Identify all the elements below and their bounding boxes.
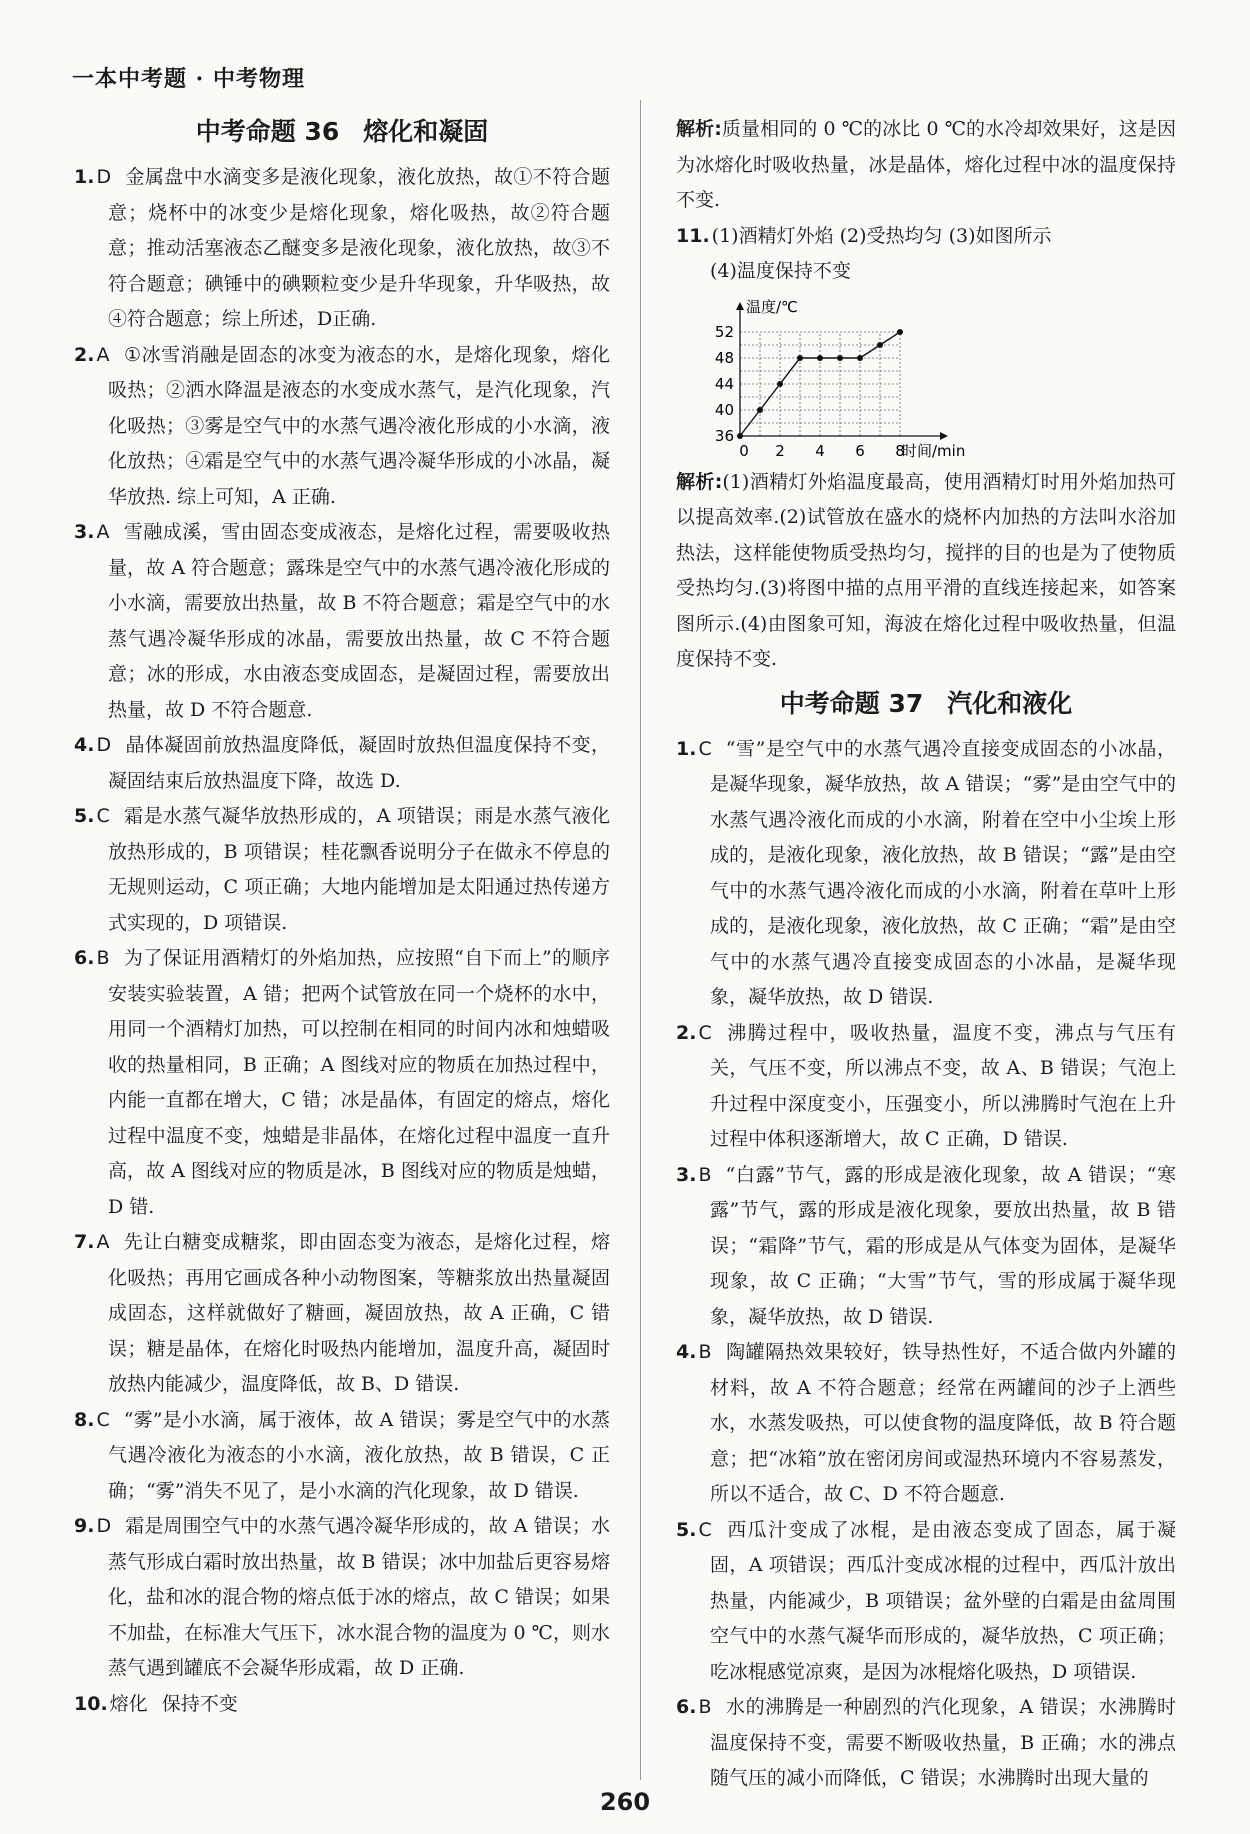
answer-choice: D <box>96 734 112 756</box>
answer-choice: B <box>96 947 110 969</box>
page-number: 260 <box>599 1788 651 1816</box>
answer-item <box>676 1016 1176 1158</box>
answer-text: (1)酒精灯外焰 (2)受热均匀 (3)如图所示 <box>711 224 1052 247</box>
explanation-text: 西瓜汁变成了冰棍，是由液态变成了固态，属于凝固，A 项错误；西瓜汁变成冰棍的过程中，西瓜汁放出热量，内能减少，B 项错误；盆外壁的白霜是由盆周围空气中的水蒸气凝华而形成的，凝华放热，C 项正确；吃冰棍感觉凉爽，是因为冰棍熔化吸热，D 项错误. <box>710 1518 1176 1683</box>
explanation-text: 霜是水蒸气凝华放热形成的，A 项错误；雨是水蒸气液化放热形成的，B 项错误；桂花飘香说明分子在做永不停息的无规则运动，C 项正确；大地内能增加是太阳通过热传递方式实现的，D 项错误. <box>108 805 610 934</box>
y-tick-label: 44 <box>714 374 734 393</box>
temperature-chart <box>676 296 1176 461</box>
running-header: 一本中考题 · 中考物理 <box>72 66 305 92</box>
question-number: 2. <box>676 1021 697 1044</box>
data-point <box>817 355 823 361</box>
column-divider <box>640 100 641 1780</box>
data-point <box>877 342 883 348</box>
x-tick-label: 8 <box>895 441 905 460</box>
data-point <box>857 355 863 361</box>
explanation-text: “雾”是小水滴，属于液体，故 A 错误；雾是空气中的水蒸气遇冷液化为液态的小水滴，液化放热，故 B 错误，C 正确；“雾”消失不见了，是小水滴的汽化现象，故 D 错误. <box>108 1408 610 1502</box>
answer-choice: 熔化 <box>109 1692 148 1715</box>
answer-item <box>74 338 610 516</box>
explanation-text: “雪”是空气中的水蒸气遇冷直接变成固态的小冰晶，是凝华现象，凝华放热，故 A 错误；“雾”是由空气中的水蒸气遇冷液化而成的小水滴，附着在空中小尘埃上形成的，是液化现象，液化放热，故 B 错误；“露”是由空气中的水蒸气遇冷液化而成的小水滴，附着在草叶上形成的，是液化现象，液化放热，故 C 正确；“霜”是由空气中的水蒸气遇冷直接变成固态的小冰晶，是凝华现象，凝华放热，故 D 错误. <box>710 737 1176 1008</box>
data-point <box>897 329 903 335</box>
y-tick-label: 52 <box>714 322 734 341</box>
answer-choice: C <box>96 1408 110 1431</box>
question-number: 6. <box>74 947 95 969</box>
x-axis-arrow <box>940 432 948 440</box>
answer-item <box>74 1509 610 1687</box>
answer-choice: C <box>96 805 110 827</box>
question-number: 8. <box>74 1408 95 1431</box>
analysis-text: (1)酒精灯外焰温度最高，使用酒精灯时用外焰加热可以提高效率.(2)试管放在盛水的烧杯内加热的方法叫水浴加热法，这样能使物质受热均匀，搅拌的目的也是为了使物质受热均匀.(3)将图中描的点用平滑的直线连接起来，如答案图所示.(4)由图象可知，海波在熔化过程中吸收热量，但温度保持不变. <box>676 470 1176 670</box>
x-tick-label: 0 <box>739 441 749 460</box>
right-answer-list <box>676 732 1176 1797</box>
answer-text-2: (4)温度保持不变 <box>710 260 851 282</box>
answer-item <box>676 732 1176 1016</box>
left-column <box>74 112 610 1722</box>
explanation-text: 先让白糖变成糖浆，即由固态变为液态，是熔化过程，熔化吸热；再用它画成各种小动物图案，等糖浆放出热量凝固成固态，这样就做好了糖画，凝固放热，故 A 正确，C 错误；糖是晶体，在熔化时吸热内能增加，温度升高，凝固时放热内能减少，温度降低，故 B、D 错误. <box>108 1231 610 1395</box>
analysis-10 <box>676 112 1176 219</box>
question-number: 3. <box>676 1163 697 1186</box>
explanation-text: 陶罐隔热效果较好，铁导热性好，不适合做内外罐的材料，故 A 不符合题意；经常在两罐间的沙子上洒些水，水蒸发吸热，可以使食物的温度降低，故 B 符合题意；把“冰箱”放在密闭房间或湿热环境内不容易蒸发，所以不适合，故 C、D 不符合题意. <box>710 1341 1176 1505</box>
x-tick-label: 6 <box>855 441 865 460</box>
question-number: 2. <box>74 343 95 366</box>
answer-item <box>74 941 610 1225</box>
analysis-label: 解析: <box>676 470 723 493</box>
section-title-37 <box>676 684 1176 724</box>
answer-item <box>74 160 610 338</box>
data-point <box>797 355 803 361</box>
question-number: 7. <box>74 1231 95 1253</box>
section-number: 中考命题 36 <box>195 117 340 146</box>
explanation-text: 为了保证用酒精灯的外焰加热，应按照“自下而上”的顺序安装实验装置，A 错；把两个试管放在同一个烧杯的水中，用同一个酒精灯加热，可以控制在相同的时间内冰和烛蜡吸收的热量相同，B 正确；A 图线对应的物质在加热过程中，内能一直都在增大，C 错；冰是晶体，有固定的熔点，熔化过程中温度不变，烛蜡是非晶体，在熔化过程中温度一直升高，故 A 图线对应的物质是冰，B 图线对应的物质是烛蜡，D 错. <box>108 947 610 1218</box>
question-number: 5. <box>74 805 95 827</box>
analysis-label: 解析: <box>676 118 722 140</box>
explanation-text: 雪融成溪，雪由固态变成液态，是熔化过程，需要吸收热量，故 A 符合题意；露珠是空气中的水蒸气遇冷液化形成的小水滴，需要放出热量，故 B 不符合题意；霜是空气中的水蒸气遇冷凝华形成的冰晶，需要放出热量，故 C 不符合题意；冰的形成，水由液态变成固态，是凝固过程，需要放出热量，故 D 不符合题意. <box>108 521 610 721</box>
data-point <box>837 355 843 361</box>
section-name: 汽化和液化 <box>947 688 1073 718</box>
question-number: 5. <box>676 1518 697 1541</box>
question-number: 9. <box>74 1515 95 1537</box>
answer-choice: B <box>698 1341 712 1363</box>
question-number: 11. <box>676 224 710 247</box>
explanation-text: 晶体凝固前放热温度降低，凝固时放热但温度保持不变，凝固结束后放热温度下降，故选 D. <box>108 734 610 792</box>
right-column <box>676 112 1176 1797</box>
answer-item <box>676 1690 1176 1797</box>
question-number: 6. <box>676 1696 697 1718</box>
explanation-text: ①冰雪消融是固态的冰变为液态的水，是熔化现象，熔化吸热；②洒水降温是液态的水变成水蒸气，是汽化现象，汽化吸热；③雾是空气中的水蒸气遇冷液化形成的小水滴，液化放热；④霜是空气中的水蒸气遇冷凝华形成的小冰晶，凝华放热. 综上可知，A 正确. <box>108 343 610 508</box>
data-point <box>737 433 743 439</box>
y-tick-label: 36 <box>714 426 734 445</box>
explanation-text: 保持不变 <box>161 1692 238 1715</box>
question-number: 4. <box>676 1341 697 1363</box>
answer-item <box>74 799 610 941</box>
answer-choice: A <box>96 343 110 366</box>
data-point <box>777 381 783 387</box>
y-axis-arrow <box>736 302 744 310</box>
answer-item-11 <box>676 219 1176 290</box>
question-number: 1. <box>676 737 697 760</box>
answer-item <box>676 1158 1176 1336</box>
question-number: 1. <box>74 166 95 188</box>
answer-item <box>74 1687 610 1723</box>
left-answer-list <box>74 160 610 1722</box>
answer-choice: A <box>96 521 110 543</box>
question-number: 10. <box>74 1692 108 1715</box>
section-name: 熔化和凝固 <box>363 117 489 146</box>
answer-choice: C <box>698 737 712 760</box>
answer-choice: C <box>698 1518 712 1541</box>
explanation-text: 金属盘中水滴变多是液化现象，液化放热，故①不符合题意；烧杯中的冰变少是熔化现象，熔化吸热，故②符合题意；推动活塞液态乙醚变多是液化现象，液化放热，故③不符合题意；碘锤中的碘颗粒变少是升华现象，升华吸热，故④符合题意；综上所述，D正确. <box>108 166 610 330</box>
section-title-36 <box>74 112 610 152</box>
x-tick-label: 4 <box>815 441 825 460</box>
question-number: 3. <box>74 521 95 543</box>
y-tick-label: 40 <box>714 400 734 419</box>
section-number: 中考命题 37 <box>779 688 924 718</box>
answer-choice: C <box>698 1021 712 1044</box>
x-axis-label: 时间/min <box>902 441 966 460</box>
answer-item <box>676 1513 1176 1691</box>
y-tick-label: 48 <box>714 348 734 367</box>
answer-item <box>74 1403 610 1510</box>
data-point <box>757 407 763 413</box>
answer-choice: B <box>698 1696 712 1718</box>
analysis-11 <box>676 465 1176 678</box>
answer-item <box>74 728 610 799</box>
explanation-text: 霜是周围空气中的水蒸气遇冷凝华形成的，故 A 错误；水蒸气形成白霜时放出热量，故 B 错误；冰中加盐后更容易熔化，盐和冰的混合物的熔点低于冰的熔点，故 C 错误；如果不加盐，在标准大气压下，冰水混合物的温度为 0 ℃，则水蒸气遇到罐底不会凝华形成霜，故 D 正确. <box>108 1515 610 1679</box>
answer-item <box>74 515 610 728</box>
analysis-text: 质量相同的 0 ℃的冰比 0 ℃的水冷却效果好，这是因为冰熔化时吸收热量，冰是晶体，熔化过程中冰的温度保持不变. <box>676 118 1176 211</box>
explanation-text: “白露”节气，露的形成是液化现象，故 A 错误；“寒露”节气，露的形成是液化现象，要放出热量，故 B 错误；“霜降”节气，霜的形成是从气体变为固体，是凝华现象，故 C 正确；“大雪”节气，雪的形成属于凝华现象，凝华放热，故 D 错误. <box>710 1163 1176 1328</box>
chart-svg <box>698 296 998 461</box>
question-number: 4. <box>74 734 95 756</box>
x-tick-label: 2 <box>775 441 785 460</box>
answer-item <box>74 1225 610 1403</box>
answer-choice: D <box>96 166 112 188</box>
explanation-text: 水的沸腾是一种剧烈的汽化现象，A 错误；水沸腾时温度保持不变，需要不断吸收热量，B 正确；水的沸点随气压的减小而降低，C 错误；水沸腾时出现大量的 <box>710 1696 1176 1789</box>
answer-item <box>676 1335 1176 1513</box>
answer-choice: D <box>96 1515 112 1537</box>
y-axis-label: 温度/℃ <box>746 297 798 316</box>
answer-choice: A <box>96 1231 110 1253</box>
explanation-text: 沸腾过程中，吸收热量，温度不变，沸点与气压有关，气压不变，所以沸点不变，故 A、B 错误；气泡上升过程中深度变小，压强变小，所以沸腾时气泡在上升过程中体积逐渐增大，故 C 正确，D 错误. <box>710 1021 1176 1150</box>
answer-choice: B <box>698 1163 712 1186</box>
